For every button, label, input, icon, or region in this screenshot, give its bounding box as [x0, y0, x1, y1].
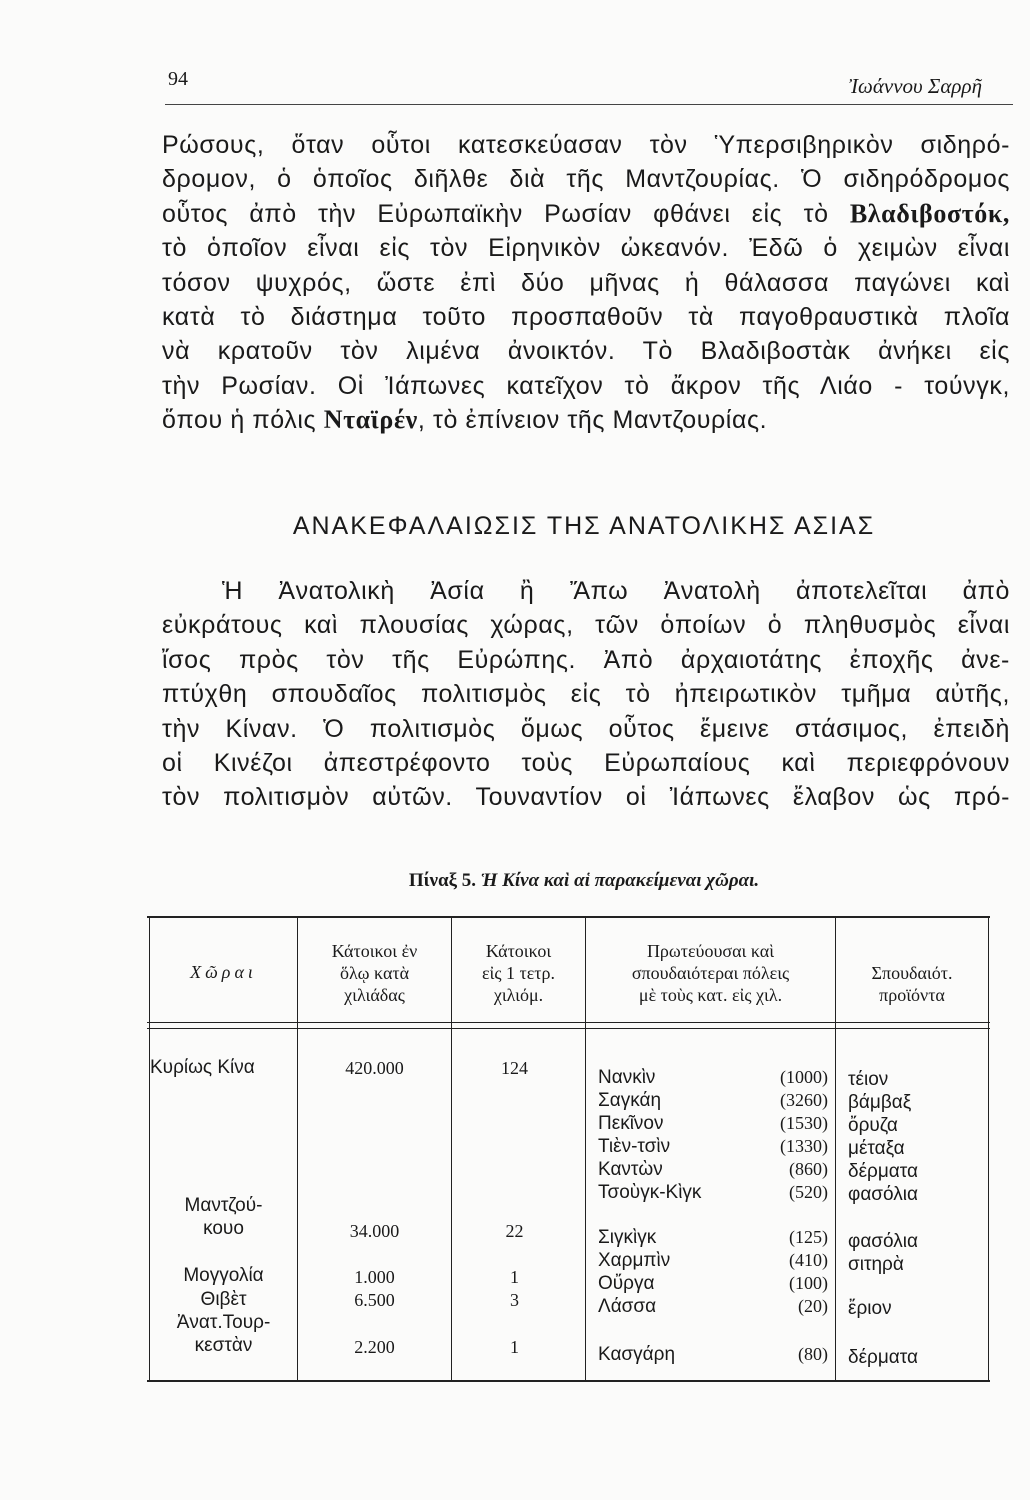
product-name: βάμβαξ — [848, 1092, 912, 1113]
header-countries: Χῶραι — [190, 962, 257, 982]
city-population: (1330) — [780, 1136, 828, 1156]
header-line: Πρωτεύουσαι καὶ — [646, 941, 775, 961]
bold-place-name: Νταϊρέν — [323, 405, 418, 435]
city-population: (20) — [798, 1296, 828, 1316]
city-population: (100) — [789, 1273, 828, 1293]
text-line: οἱ Κινέζοι ἀπεστρέφοντο τοὺς Εὐρωπαίους καὶ περιεφρόνουν — [162, 749, 1010, 778]
city-name: Πεκῖνον — [598, 1113, 664, 1134]
text-line — [162, 403, 1010, 437]
header-rule — [165, 104, 1013, 105]
text-line: τὸ ὁποῖον εἶναι εἰς τὸν Εἰρηνικὸν ὠκεανόν. Ἐδῶ ὁ χειμὼν εἶναι — [162, 234, 1010, 263]
city-name: Καντὼν — [598, 1159, 663, 1180]
city-name: Κασγάρη — [598, 1344, 676, 1365]
table-caption — [160, 870, 1008, 892]
product-name: φασόλια — [848, 1231, 918, 1252]
header-line: ὅλῳ κατὰ — [339, 963, 410, 983]
header-line: προϊόντα — [879, 985, 945, 1005]
city-name: Σιγκὶγκ — [598, 1227, 657, 1248]
running-head: Ἰωάννου Σαρρῆ — [848, 74, 982, 98]
text-line: Ἡ Ἀνατολικὴ Ἀσία ἢ Ἄπω Ἀνατολὴ ἀποτελεῖται ἀπὸ — [222, 577, 1010, 605]
density-value: 3 — [510, 1290, 519, 1310]
text-line: εὐκράτους καὶ πλουσίας χώρας, τῶν ὁποίων ὁ πληθυσμὸς εἶναι — [162, 611, 1010, 640]
text-fragment: οὗτος ἀπὸ τὴν Εὐρωπαϊκὴν Ρωσίαν φθάνει εἰς τὸ — [162, 199, 829, 228]
country-tibet: Θιβὲτ — [200, 1289, 247, 1310]
text-line: τόσον ψυχρός, ὥστε ἐπὶ δύο μῆνας ἡ θάλασσα παγώνει καὶ — [162, 268, 1010, 297]
header-line: χιλιόμ. — [493, 985, 544, 1005]
country-mongolia: Μογγολία — [183, 1265, 264, 1286]
density-value: 124 — [501, 1058, 528, 1078]
table-title: Ἡ Κίνα καὶ αἱ παρακείμεναι χῶραι. — [480, 870, 760, 891]
bold-place-name: Βλαδιβοστόκ, — [849, 198, 1010, 228]
density-value: 1 — [510, 1337, 519, 1357]
city-population: (3260) — [780, 1090, 828, 1110]
text-line: τὴν Ρωσίαν. Οἱ Ἰάπωνες κατεῖχον τὸ ἄκρον τῆς Λιάο - τούνγκ, — [162, 371, 1010, 400]
city-name: Σαγκάη — [598, 1090, 662, 1111]
product-name: σιτηρὰ — [848, 1254, 904, 1275]
page-number: 94 — [168, 68, 188, 90]
text-fragment: ὅπου ἡ πόλις — [162, 406, 317, 435]
country-east-turkestan — [150, 1311, 297, 1357]
city-population: (125) — [789, 1227, 828, 1247]
section-title: ΑΝΑΚΕΦΑΛΑΙΩΣΙΣ ΤΗΣ ΑΝΑΤΟΛΙΚΗΣ ΑΣΙΑΣ — [292, 512, 876, 540]
paragraph-1 — [162, 128, 1010, 438]
text-line: ἴσος πρὸς τὸν τῆς Εὐρώπης. Ἀπὸ ἀρχαιοτάτης ἐποχῆς ἀνε- — [162, 645, 1010, 674]
population-value: 420.000 — [345, 1058, 404, 1078]
city-name: Οὔργα — [598, 1273, 655, 1294]
text-line: Ρώσους, ὅταν οὗτοι κατεσκεύασαν τὸν Ὑπερσιβηρικὸν σιδηρό- — [162, 131, 1010, 159]
product-name: δέρματα — [848, 1161, 919, 1182]
population-value: 6.500 — [354, 1290, 395, 1310]
column-divider — [988, 916, 989, 1380]
city-name: Νανκὶν — [598, 1067, 656, 1088]
city-population: (80) — [798, 1344, 828, 1364]
table-top-rule — [147, 916, 990, 918]
city-name: Χαρμπὶν — [598, 1250, 671, 1271]
header-line: Κάτοικοι ἐν — [331, 941, 418, 961]
text-line: τὴν Κίναν. Ὁ πολιτισμὸς ὅμως οὗτος ἔμεινε στάσιμος, ἐπειδὴ — [162, 714, 1010, 743]
country-china: Κυρίως Κίνα — [150, 1057, 255, 1078]
country-line: κεστὰν — [194, 1335, 253, 1356]
country-line: Ἀνατ.Τουρ- — [176, 1312, 271, 1333]
header-line: χιλιάδας — [344, 985, 405, 1005]
city-name: Τσοὺγκ-Κὶγκ — [598, 1182, 702, 1203]
header-population — [298, 940, 451, 1006]
table-number: Πίναξ 5. — [408, 870, 477, 891]
product-name: φασόλια — [848, 1184, 918, 1205]
density-value: 22 — [505, 1221, 524, 1241]
city-population: (520) — [789, 1182, 828, 1202]
table-header-rule — [147, 1028, 990, 1029]
header-line: εἰς 1 τετρ. — [481, 963, 556, 983]
text-line — [162, 197, 1010, 231]
city-population: (1000) — [780, 1067, 828, 1087]
header-line: Σπουδαιότ. — [871, 963, 953, 983]
header-line: Κάτοικοι — [485, 941, 552, 961]
product-name: τέιον — [848, 1069, 889, 1090]
text-line: τὸν πολιτισμὸν αὐτῶν. Τουναντίον οἱ Ἰάπωνες ἔλαβον ὡς πρό- — [162, 783, 1010, 812]
population-value: 34.000 — [349, 1221, 400, 1241]
header-products — [836, 962, 988, 1006]
country-manchukuo — [150, 1194, 297, 1240]
paragraph-2 — [162, 574, 1010, 815]
city-population: (1530) — [780, 1113, 828, 1133]
product-name: ὄρυζα — [848, 1115, 898, 1136]
text-line: δρομον, ὁ ὁποῖος διῆλθε διὰ τῆς Μαντζουρίας. Ὁ σιδηρόδρομος — [162, 165, 1010, 194]
population-value: 2.200 — [354, 1337, 395, 1357]
population-value: 1.000 — [354, 1267, 395, 1287]
density-value: 1 — [510, 1267, 519, 1287]
product-name: δέρματα — [848, 1347, 919, 1368]
header-line: σπουδαιότεραι πόλεις — [631, 963, 790, 983]
table-header-rule — [147, 1022, 990, 1023]
header-cities — [586, 940, 835, 1006]
city-population: (860) — [789, 1159, 828, 1179]
text-line: πτύχθη σπουδαῖος πολιτισμὸς εἰς τὸ ἠπειρωτικὸν τμῆμα αὐτῆς, — [162, 680, 1010, 709]
header-density — [452, 940, 585, 1006]
text-line: κατὰ τὸ διάστημα τοῦτο προσπαθοῦν τὰ παγοθραυστικὰ πλοῖα — [162, 303, 1010, 332]
text-line: νὰ κρατοῦν τὸν λιμένα ἀνοικτόν. Τὸ Βλαδιβοστὰκ ἀνήκει εἰς — [162, 337, 1010, 366]
table-bottom-rule — [147, 1380, 990, 1382]
header-line: μὲ τοὺς κατ. εἰς χιλ. — [638, 985, 783, 1005]
product-name: μέταξα — [848, 1138, 905, 1159]
city-name: Λάσσα — [598, 1296, 657, 1317]
city-population: (410) — [789, 1250, 828, 1270]
text-fragment: , τὸ ἐπίνειον τῆς Μαντζουρίας. — [417, 406, 768, 435]
city-name: Τιὲν-τσὶν — [598, 1136, 671, 1157]
country-line: Μαντζού- — [184, 1195, 263, 1216]
country-line: κουο — [203, 1218, 244, 1239]
product-name: ἔριον — [848, 1298, 892, 1319]
